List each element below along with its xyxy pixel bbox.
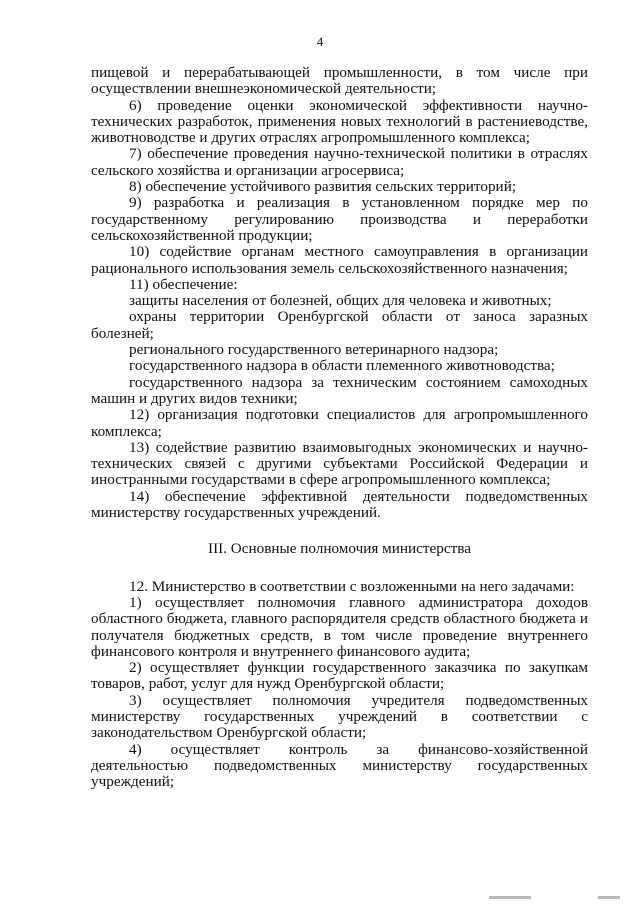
paragraph-item-14: 14) обеспечение эффективной деятельности подведомственных министерству государственных учреждений. xyxy=(91,487,588,522)
powers-list xyxy=(91,579,588,791)
paragraph-item-11-sub-1: защиты населения от болезней, общих для человека и животных; xyxy=(129,292,552,310)
paragraph-item-7: 7) обеспечение проведения научно-технической политики в отраслях сельского хозяйства и организации агросервиса; xyxy=(91,145,588,179)
paragraph-power-3: 3) осуществляет полномочия учредителя подведомственных министерству государственных учреждений в соответствии с законодательством Оренбургской области; xyxy=(91,691,588,742)
paragraph-clause-12: 12. Министерство в соответствии с возложенными на него задачами: xyxy=(129,577,575,595)
paragraph-item-11: 11) обеспечение: xyxy=(129,275,238,293)
paragraph-item-10: 10) содействие органам местного самоуправления в организации рационального использования земель сельскохозяйственного назначения; xyxy=(91,243,588,277)
paragraph-item-11-sub-4: государственного надзора в области племенного животноводства; xyxy=(129,357,555,375)
tasks-list xyxy=(91,65,588,521)
page-number: 4 xyxy=(316,34,324,49)
paragraph-item-6: 6) проведение оценки экономической эффективности научно-технических разработок, применения новых технологий в растениеводстве, животноводстве и других отраслях агропромышленного комплекса; xyxy=(91,96,588,147)
paragraph-power-2: 2) осуществляет функции государственного заказчика по закупкам товаров, работ, услуг для нужд Оренбургской области; xyxy=(91,659,588,693)
paragraph-item-8: 8) обеспечение устойчивого развития сельских территорий; xyxy=(129,178,517,196)
paragraph-item-13: 13) содействие развитию взаимовыгодных экономических и научно-технических связей с другими субъектами Российской Федерации и иностранными государствами в сфере агропромышленного комплекса; xyxy=(91,438,588,489)
scan-artifact-mark xyxy=(489,896,531,899)
section-heading: III. Основные полномочия министерства xyxy=(208,540,471,558)
paragraph-item-9: 9) разработка и реализация в установленном порядке мер по государственному регулированию производства и переработки сельскохозяйственной продукции; xyxy=(91,194,588,244)
paragraph-power-1: 1) осуществляет полномочия главного администратора доходов областного бюджета, главного распорядителя средств областного бюджета и получателя бюджетных средств, в том числе проведение внутреннего финансового контроля и внутреннего финансового аудита; xyxy=(91,593,588,660)
document-body xyxy=(91,65,588,790)
paragraph-power-4: 4) осуществляет контроль за финансово-хозяйственной деятельностью подведомственных министерству государственных учреждений; xyxy=(91,740,588,791)
paragraph-item-12: 12) организация подготовки специалистов для агропромышленного комплекса; xyxy=(91,406,588,440)
paragraph-item-11-sub-5: государственного надзора за техническим состоянием самоходных машин и других видов техники; xyxy=(91,373,588,407)
scan-artifact-mark xyxy=(598,896,620,899)
paragraph-item-11-sub-3: регионального государственного ветеринарного надзора; xyxy=(129,341,499,359)
paragraph-continuation: пищевой и перерабатывающей промышленности, в том числе при осуществлении внешнеэкономической деятельности; xyxy=(91,64,588,98)
paragraph-item-11-sub-2: охраны территории Оренбургской области от заноса заразных болезней; xyxy=(91,308,588,342)
